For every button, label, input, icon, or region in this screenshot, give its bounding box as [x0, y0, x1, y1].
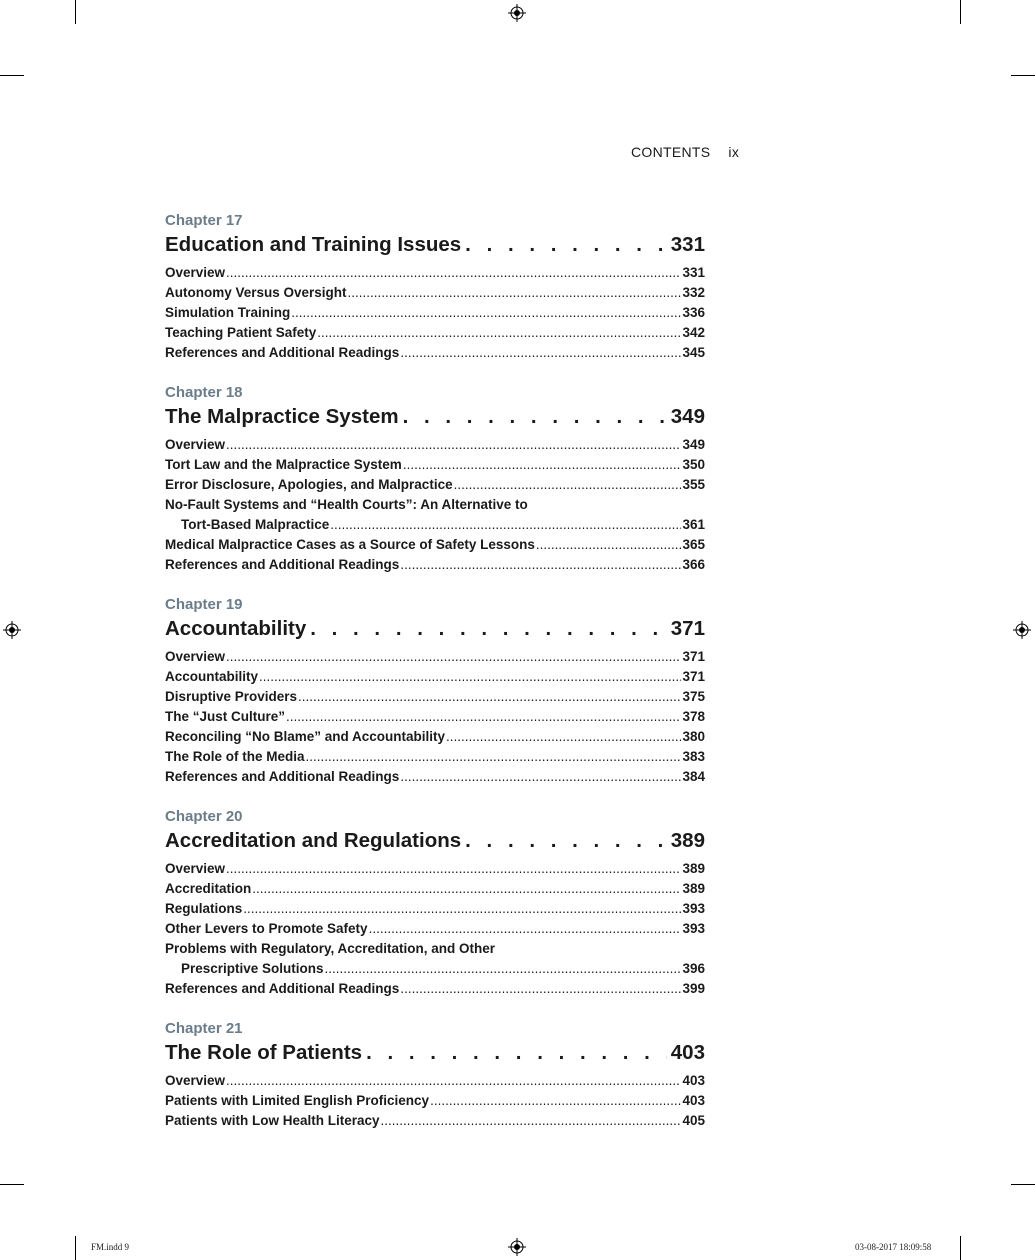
dot-leader	[286, 707, 681, 727]
chapter-title: The Role of Patients	[165, 1041, 363, 1064]
dot-leader	[400, 343, 681, 363]
crop-mark	[75, 1236, 76, 1260]
chapter-page: 403	[670, 1041, 705, 1064]
toc-entry[interactable]	[165, 555, 705, 575]
toc-entry-page: 384	[682, 769, 705, 784]
toc-entry[interactable]	[165, 535, 705, 555]
toc-entry-page: 378	[682, 709, 705, 724]
toc-entry[interactable]	[165, 859, 705, 879]
toc-entry-title: Patients with Limited English Proficiency	[165, 1093, 430, 1108]
registration-mark-icon	[508, 1238, 526, 1256]
dot-leader	[465, 827, 667, 855]
toc-entry-title: Accreditation	[165, 881, 252, 896]
toc-entry[interactable]	[165, 919, 705, 939]
chapter-title-row[interactable]	[165, 1039, 705, 1067]
toc-entry-title: The “Just Culture”	[165, 709, 286, 724]
chapter-page: 349	[670, 405, 705, 428]
toc-entry[interactable]	[165, 475, 705, 495]
toc-entry[interactable]	[165, 283, 705, 303]
dot-leader	[330, 515, 681, 535]
dot-leader	[400, 767, 681, 787]
toc-entry-page: 365	[682, 537, 705, 552]
dot-leader	[403, 455, 682, 475]
chapter-section	[165, 595, 705, 787]
toc-entry-title: Overview	[165, 437, 226, 452]
registration-mark-icon	[3, 621, 21, 639]
crop-mark	[0, 1184, 24, 1185]
chapter-title: The Malpractice System	[165, 405, 399, 428]
chapter-title: Accountability	[165, 617, 307, 640]
chapter-section	[165, 211, 705, 363]
chapter-title-row[interactable]	[165, 231, 705, 259]
crop-mark	[0, 75, 24, 76]
toc-entry[interactable]	[165, 323, 705, 343]
toc-entry-page: 355	[682, 477, 705, 492]
chapter-section	[165, 807, 705, 999]
dot-leader	[403, 403, 667, 431]
toc-entry-title: Overview	[165, 1073, 226, 1088]
toc-entry-title: References and Additional Readings	[165, 345, 400, 360]
dot-leader	[366, 1039, 667, 1067]
toc-entry[interactable]	[165, 1071, 705, 1091]
slug-file: FM.indd 9	[91, 1242, 130, 1252]
toc-entry[interactable]	[165, 1091, 705, 1111]
registration-mark-icon	[1013, 621, 1031, 639]
toc-entry-title: Disruptive Providers	[165, 689, 298, 704]
toc-entry[interactable]	[165, 455, 705, 475]
chapter-section	[165, 1019, 705, 1131]
toc-entry-page: 336	[682, 305, 705, 320]
toc-entry-page: 403	[682, 1093, 705, 1108]
toc-entry-title: Regulations	[165, 901, 243, 916]
toc-entry-page: 405	[682, 1113, 705, 1128]
toc-entry-page: 389	[682, 881, 705, 896]
chapter-page: 371	[670, 617, 705, 640]
registration-mark-icon	[508, 4, 526, 22]
chapter-page: 331	[670, 233, 705, 256]
toc-entry-page: 371	[682, 649, 705, 664]
table-of-contents	[165, 211, 705, 1151]
toc-entry[interactable]	[165, 303, 705, 323]
toc-entry-title: Other Levers to Promote Safety	[165, 921, 368, 936]
crop-mark	[960, 1236, 961, 1260]
running-head-label: CONTENTS	[631, 144, 711, 160]
dot-leader	[291, 303, 681, 323]
toc-entry-title: Overview	[165, 861, 226, 876]
crop-mark	[1011, 75, 1035, 76]
toc-entry[interactable]	[165, 647, 705, 667]
dot-leader	[226, 435, 681, 455]
toc-entry[interactable]	[165, 687, 705, 707]
toc-entry[interactable]	[165, 343, 705, 363]
dot-leader	[381, 1111, 682, 1131]
toc-entry-page: 371	[682, 669, 705, 684]
running-head	[631, 144, 739, 160]
toc-entry-title: Tort Law and the Malpractice System	[165, 457, 402, 472]
dot-leader	[298, 687, 681, 707]
toc-entry-title: Simulation Training	[165, 305, 291, 320]
chapter-title: Accreditation and Regulations	[165, 829, 462, 852]
dot-leader	[454, 475, 682, 495]
toc-entry-title-continued: Tort-Based Malpractice	[181, 517, 330, 532]
toc-entry[interactable]	[165, 667, 705, 687]
crop-mark	[75, 0, 76, 24]
toc-entry[interactable]	[165, 707, 705, 727]
dot-leader	[430, 1091, 681, 1111]
toc-entry-page: 403	[682, 1073, 705, 1088]
toc-entry[interactable]	[165, 747, 705, 767]
dot-leader	[348, 283, 682, 303]
toc-entry[interactable]	[165, 979, 705, 999]
dot-leader	[317, 323, 681, 343]
dot-leader	[465, 231, 667, 259]
toc-entry[interactable]	[165, 1111, 705, 1131]
toc-entry-page: 345	[682, 345, 705, 360]
toc-entry-title: Autonomy Versus Oversight	[165, 285, 347, 300]
dot-leader	[306, 747, 682, 767]
toc-entry-page: 342	[682, 325, 705, 340]
toc-entry-page: 350	[682, 457, 705, 472]
toc-entry-page: 331	[682, 265, 705, 280]
toc-entry-title: References and Additional Readings	[165, 557, 400, 572]
toc-entry[interactable]	[165, 727, 705, 747]
toc-entry-title: Teaching Patient Safety	[165, 325, 317, 340]
toc-entry-title: Overview	[165, 265, 226, 280]
toc-entry[interactable]	[165, 767, 705, 787]
chapter-label: Chapter 20	[165, 808, 243, 825]
toc-entry[interactable]	[165, 899, 705, 919]
chapter-label: Chapter 18	[165, 384, 243, 401]
toc-entry-page: 399	[682, 981, 705, 996]
dot-leader	[243, 899, 681, 919]
toc-entry-page: 361	[682, 517, 705, 532]
toc-entry[interactable]	[165, 435, 705, 455]
toc-entry-title: Reconciling “No Blame” and Accountability	[165, 729, 446, 744]
dot-leader	[369, 919, 682, 939]
toc-entry-title: Overview	[165, 649, 226, 664]
toc-entry-title: References and Additional Readings	[165, 981, 400, 996]
dot-leader	[310, 615, 667, 643]
toc-entry[interactable]	[165, 879, 705, 899]
toc-entry-title: The Role of the Media	[165, 749, 305, 764]
dot-leader	[226, 859, 681, 879]
chapter-label: Chapter 17	[165, 212, 243, 229]
toc-entry-title-continued: Prescriptive Solutions	[181, 961, 324, 976]
slug-timestamp: 03-08-2017 18:09:58	[855, 1242, 932, 1252]
toc-entry-page: 349	[682, 437, 705, 452]
dot-leader	[259, 667, 681, 687]
toc-entry-page: 380	[682, 729, 705, 744]
crop-mark	[960, 0, 961, 24]
chapter-label: Chapter 19	[165, 596, 243, 613]
dot-leader	[325, 959, 682, 979]
toc-entry-page: 332	[682, 285, 705, 300]
toc-entry-title[interactable]: Problems with Regulatory, Accreditation, and Other	[165, 941, 496, 956]
toc-entry[interactable]	[165, 515, 705, 535]
toc-entry-page: 389	[682, 861, 705, 876]
toc-entry-page: 393	[682, 921, 705, 936]
chapter-title-row[interactable]	[165, 827, 705, 855]
toc-entry-title: Accountability	[165, 669, 259, 684]
chapter-section	[165, 383, 705, 575]
toc-entry-page: 383	[682, 749, 705, 764]
toc-entry[interactable]	[165, 263, 705, 283]
chapter-page: 389	[670, 829, 705, 852]
dot-leader	[400, 555, 681, 575]
toc-entry-title: Error Disclosure, Apologies, and Malpractice	[165, 477, 453, 492]
toc-entry[interactable]	[165, 959, 705, 979]
dot-leader	[446, 727, 681, 747]
toc-entry-page: 366	[682, 557, 705, 572]
chapter-title-row[interactable]	[165, 403, 705, 431]
toc-entry-page: 396	[682, 961, 705, 976]
toc-entry-title: References and Additional Readings	[165, 769, 400, 784]
chapter-title: Education and Training Issues	[165, 233, 462, 256]
toc-entry-title: Patients with Low Health Literacy	[165, 1113, 380, 1128]
dot-leader	[226, 263, 681, 283]
dot-leader	[536, 535, 682, 555]
dot-leader	[252, 879, 681, 899]
toc-entry-title[interactable]: No-Fault Systems and “Health Courts”: An Alternative to	[165, 497, 528, 512]
dot-leader	[400, 979, 681, 999]
chapter-label: Chapter 21	[165, 1020, 243, 1037]
chapter-title-row[interactable]	[165, 615, 705, 643]
page-number: ix	[728, 144, 740, 160]
dot-leader	[226, 647, 681, 667]
toc-entry-title: Medical Malpractice Cases as a Source of Safety Lessons	[165, 537, 535, 552]
crop-mark	[1011, 1184, 1035, 1185]
toc-entry-page: 393	[682, 901, 705, 916]
dot-leader	[226, 1071, 681, 1091]
toc-entry-page: 375	[682, 689, 705, 704]
